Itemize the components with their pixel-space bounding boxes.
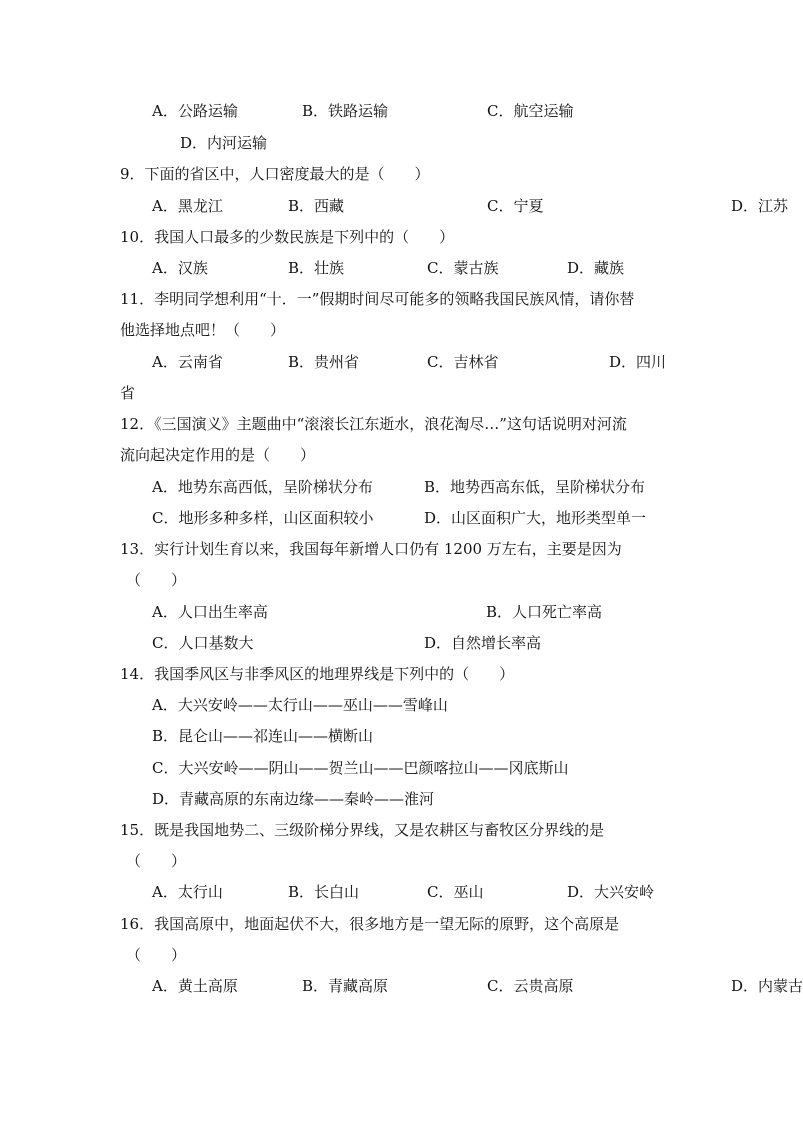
q11-option-c: C．吉林省 — [427, 353, 499, 371]
q16-stem-line-2: （ ） — [126, 946, 187, 964]
q9-option-c: C．宁夏 — [487, 197, 544, 215]
q10-option-b: B．壮族 — [288, 259, 345, 277]
q12-option-c: C．地形多种多样，山区面积较小 — [152, 509, 374, 527]
q8-option-c: C．航空运输 — [487, 102, 574, 120]
q13-option-d: D．自然增长率高 — [424, 634, 542, 652]
q12-stem-line-1: 12．《三国演义》主题曲中“滚滚长江东逝水，浪花淘尽…”这句话说明对河流 — [120, 415, 627, 433]
q11-option-a: A．云南省 — [152, 353, 223, 371]
q11-option-b: B．贵州省 — [288, 353, 360, 371]
q9-option-d: D．江苏 — [731, 197, 789, 215]
q16-option-a: A．黄土高原 — [152, 977, 238, 995]
q10-stem: 10．我国人口最多的少数民族是下列中的（ ） — [120, 228, 455, 246]
q14-option-b: B．昆仑山——祁连山——横断山 — [152, 727, 374, 745]
q10-option-d: D．藏族 — [567, 259, 625, 277]
q11-stem-line-2: 他选择地点吧！（ ） — [120, 321, 286, 339]
q12-option-b: B．地势西高东低，呈阶梯状分布 — [424, 478, 646, 496]
q9-option-a: A．黑龙江 — [152, 197, 223, 215]
q14-option-d: D．青藏高原的东南边缘——秦岭——淮河 — [152, 790, 435, 808]
q15-option-a: A．太行山 — [152, 883, 223, 901]
q16-stem-line-1: 16．我国高原中，地面起伏不大，很多地方是一望无际的原野，这个高原是 — [120, 915, 620, 933]
q15-option-b: B．长白山 — [288, 883, 360, 901]
q14-option-a: A．大兴安岭——太行山——巫山——雪峰山 — [152, 696, 448, 714]
q13-option-a: A．人口出生率高 — [152, 603, 268, 621]
q11-option-d-continued: 省 — [120, 384, 136, 402]
q15-stem-line-2: （ ） — [126, 852, 187, 870]
q15-stem-line-1: 15．既是我国地势二、三级阶梯分界线，又是农耕区与畜牧区分界线的是 — [120, 821, 605, 839]
q15-option-d: D．大兴安岭 — [567, 883, 655, 901]
q13-stem-line-2: （ ） — [126, 571, 187, 589]
q14-option-c: C．大兴安岭——阴山——贺兰山——巴颜喀拉山——冈底斯山 — [152, 759, 569, 777]
q16-option-b: B．青藏高原 — [302, 977, 389, 995]
q12-stem-line-2: 流向起决定作用的是（ ） — [120, 446, 316, 464]
q8-option-a: A．公路运输 — [152, 102, 238, 120]
q8-option-d: D．内河运输 — [180, 134, 268, 152]
q13-option-c: C．人口基数大 — [152, 634, 254, 652]
q16-option-d: D．内蒙古 — [731, 977, 803, 995]
q11-stem-line-1: 11．李明同学想利用“十．一”假期时间尽可能多的领略我国民族风情，请你替 — [120, 290, 635, 308]
q14-stem: 14．我国季风区与非季风区的地理界线是下列中的（ ） — [120, 665, 515, 683]
q12-option-a: A．地势东高西低，呈阶梯状分布 — [152, 478, 373, 496]
q9-option-b: B．西藏 — [288, 197, 345, 215]
q13-stem-line-1: 13．实行计划生育以来，我国每年新增人口仍有 1200 万左右，主要是因为 — [120, 540, 622, 558]
q8-option-b: B．铁路运输 — [302, 102, 389, 120]
q9-stem: 9．下面的省区中，人口密度最大的是（ ） — [120, 165, 430, 183]
q12-option-d: D．山区面积广大，地形类型单一 — [424, 509, 647, 527]
q15-option-c: C．巫山 — [427, 883, 484, 901]
q10-option-a: A．汉族 — [152, 259, 208, 277]
q13-option-b: B．人口死亡率高 — [486, 603, 603, 621]
q10-option-c: C．蒙古族 — [427, 259, 499, 277]
q16-option-c: C．云贵高原 — [487, 977, 574, 995]
q11-option-d: D．四川 — [609, 353, 667, 371]
